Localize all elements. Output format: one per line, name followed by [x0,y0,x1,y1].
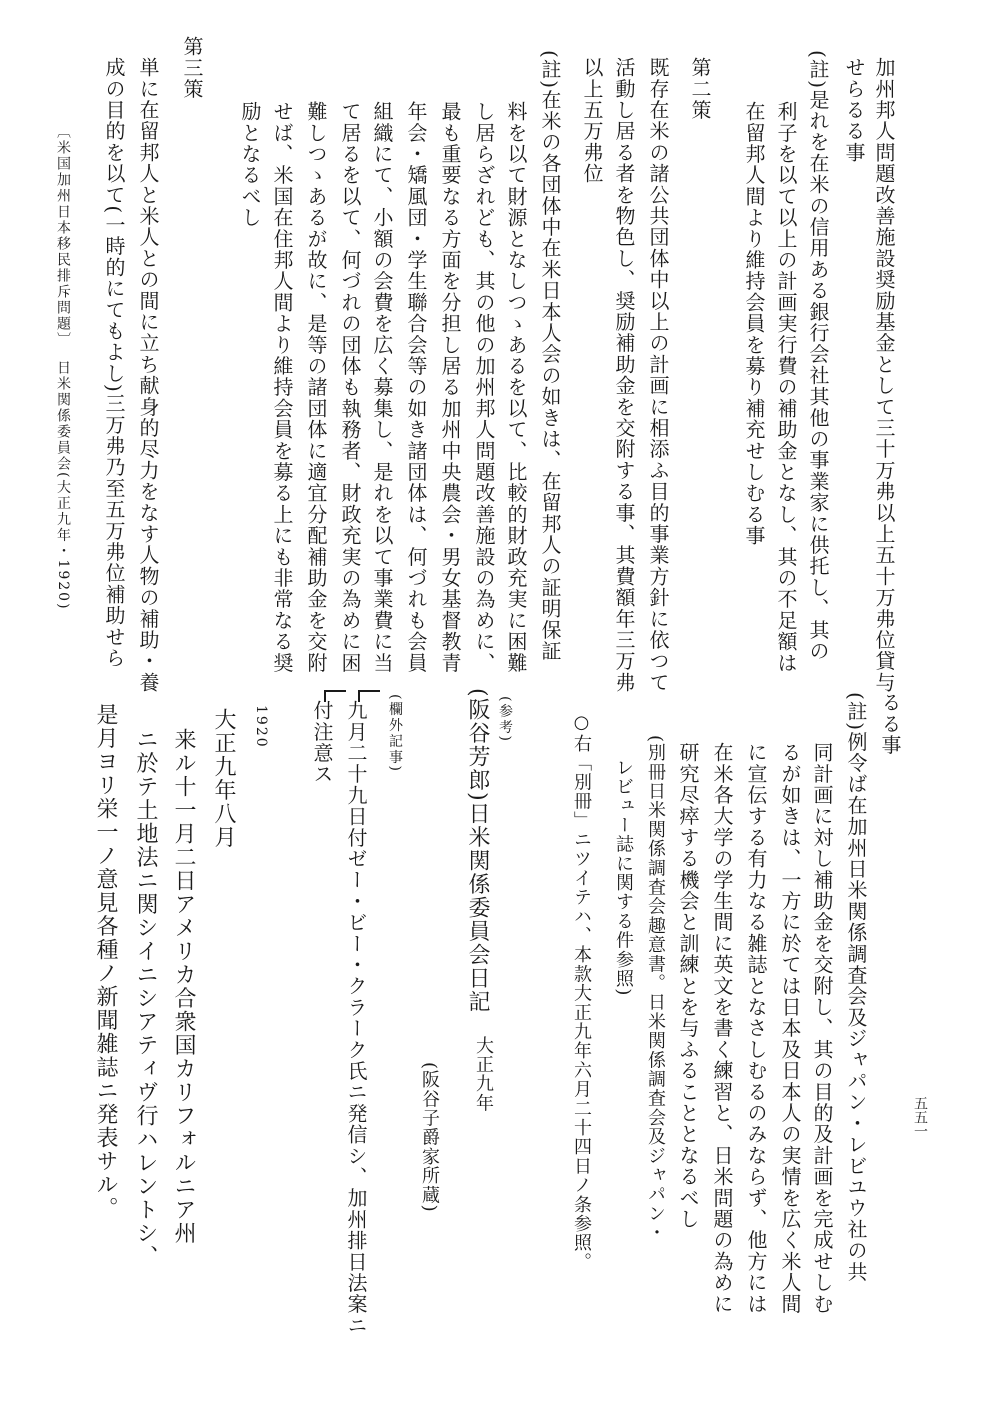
upper-col-13: 最も重要なる方面を分担し居る加州中央農会・男女基督教青 [438,101,462,674]
lower-col-4: るが如きは、一方に於ては日本及日本人の実情を広く米人間 [778,742,802,1315]
date-heading: 大正九年八月 [211,708,236,849]
upper-col-4: 利子を以て以上の計画実行費の補助金となし、其の不足額は [774,101,798,674]
margin-note-line-2: 付注意ス [310,700,334,785]
upper-col-8: 活動し居る者を物色し、奨励補助金を交附する事、其費額年三万弗 [612,57,636,693]
upper-col-16: て居るを以て、何づれの団体も執務者、財政充実の為めに困 [338,101,362,674]
lower-col-18: 是月ヨリ栄一ノ意見各種ノ新聞雑誌ニ発表サル。 [93,703,118,1220]
diary-year: 大正九年 [473,1036,494,1113]
lower-col-8: (別冊日米関係調査会趣意書。日米関係調査会及ジャパン・ [645,735,666,1243]
upper-col-5: 在留邦人間より維持会員を募り補充せしむる事 [742,101,766,547]
upper-col-7: 既存在米の諸公共団体中以上の計画に相添ふ目的事業方針に依つて [646,57,670,693]
lower-col-7: 研究尽瘁する機会と訓練とを与ふることとなるべし [676,742,700,1230]
upper-col-2: せらるる事 [842,57,866,163]
lower-col-3: 同計画に対し補助金を交附し、其の目的及計画を完成せしむ [810,742,834,1315]
margin-note-label: (欄外記事) [387,694,403,773]
upper-col-14: 年会・矯風団・学生聯合会等の如き諸団体は、何づれも会員 [404,101,428,674]
lower-col-6: 在米各大学の学生間に英文を書く練習と、日米問題の為めに [710,742,734,1315]
lower-col-17: ニ於テ土地法ニ関シイニシアティヴ行ハレントシ、 [133,728,158,1269]
upper-col-19: 励となるべし [238,101,262,229]
lower-col-9: レビュー誌に関する件参照) [613,758,634,997]
diary-title: (阪谷芳郎)日米関係委員会日記 [465,688,490,1014]
upper-col-22: 成の目的を以て(一時的にてもよし)三万弗乃至五万弗位補助せら [102,57,126,669]
heading-second-strategy: 第二策 [688,57,712,121]
upper-col-12: し居らざれども、其の他の加州邦人問題改善施設の為めに、 [472,101,496,674]
lower-col-10: ○右「別冊」ニツイテハ、本款大正九年六月二十四日ノ条参照。 [571,712,592,1272]
upper-col-3: (註)是れを在米の信用ある銀行会社其他の事業家に供托し、其の [806,50,830,662]
upper-col-21: 単に在留邦人と米人との間に立ち献身的尽力をなす人物の補助・養 [136,57,160,693]
heading-third-strategy: 第三策 [180,36,204,100]
upper-col-17: 難しつゝあるが故に、是等の諸団体に適宜分配補助金を交附 [304,101,328,674]
running-footer-right: 日米関係委員会(大正九年・1920) [55,360,71,611]
upper-col-9: 以上五万弗位 [580,57,604,185]
upper-col-1: 加州邦人問題改善施設奨励基金として三十万弗以上五十万弗位貸与 [872,57,896,693]
lower-col-5: に宣伝する有力なる雑誌となさしむるのみならず、他方には [744,742,768,1315]
lower-col-16: 来ル十一月二日アメリカ合衆国カリフォルニア州 [171,728,196,1245]
margin-note-line-1: 九月二十九日付ゼー・ビー・クラーク氏ニ発信シ、加州排日法案ニ [344,700,368,1336]
lower-col-2: (註)例令ば在加州日米関係調査会及ジャパン・レビユウ社の共 [844,692,868,1283]
upper-col-15: 組織にて、小額の会費を広く募集し、是れを以て事業費に当 [370,101,394,674]
upper-col-11: 料を以て財源となしつゝあるを以て、比較的財政充実に困難 [504,101,528,674]
upper-col-18: せば、米国在住邦人間より維持会員を募る上にも非常なる奨 [270,101,294,674]
year-western: 1920 [253,705,269,749]
source-note: (阪谷子爵家所蔵) [419,1062,440,1213]
lower-col-1: るる事 [878,692,902,756]
reference-label: (参考) [497,696,513,743]
running-footer-left: 〔米国加州日本移民排斥問題〕 [55,124,71,348]
page-number: 五五一 [912,1096,928,1138]
upper-col-10: (註)在米の各団体中在米日本人会の如きは、在留邦人の証明保証 [538,50,562,662]
